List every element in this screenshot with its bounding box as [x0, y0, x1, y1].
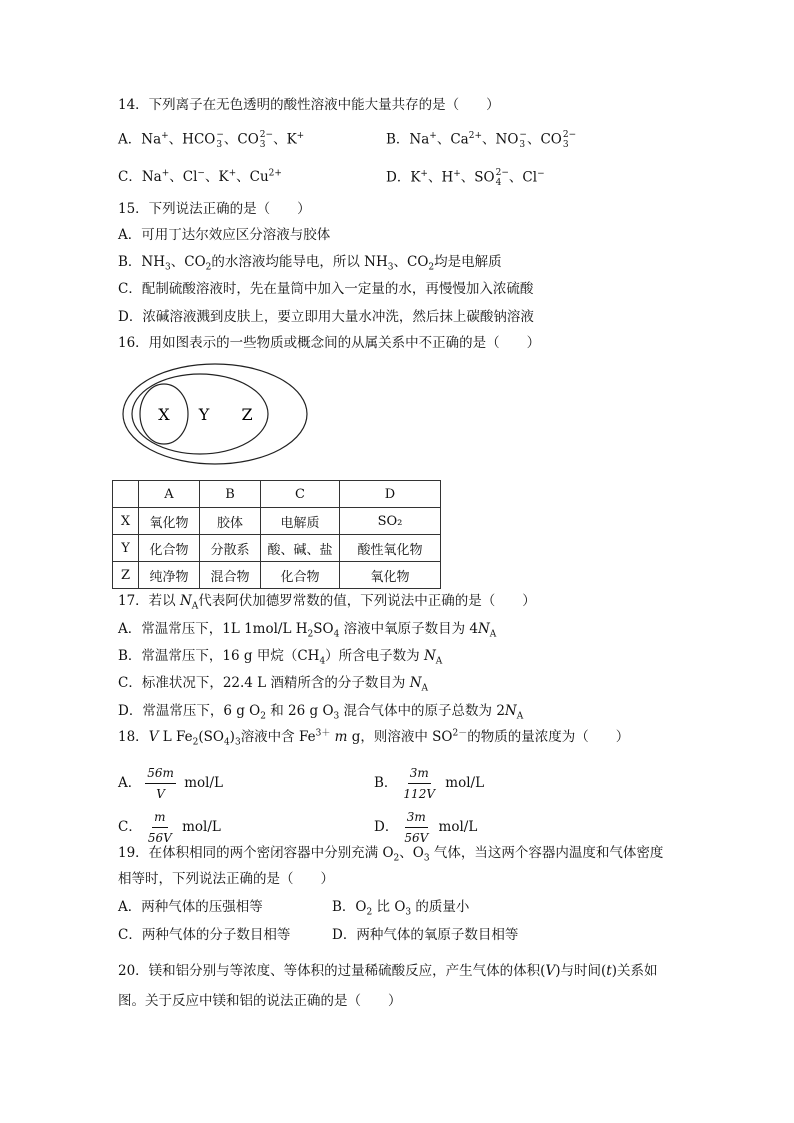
subscript: 3 [405, 907, 412, 918]
table-cell [113, 481, 139, 508]
q15-stem: 15．下列说法正确的是（ ） [118, 201, 311, 217]
table-cell: 胶体 [200, 508, 261, 535]
table-cell: 氧化物 [340, 562, 441, 589]
text: 气体，当这两个容器内温度和气体密度 [429, 845, 664, 861]
charge: + [161, 168, 170, 179]
table-cell: Y [113, 535, 139, 562]
q17-option-c[interactable] [118, 674, 428, 692]
fraction [145, 764, 176, 803]
variable: N [179, 593, 192, 609]
table-cell: 化合物 [139, 535, 200, 562]
subscript: A [421, 683, 429, 694]
text: B．NH [118, 254, 166, 270]
ion: Cu [249, 169, 269, 185]
text: 的质量小 [411, 899, 470, 915]
subscript: 2 [205, 262, 212, 273]
table-cell: X [113, 508, 139, 535]
text: 代表阿伏加德罗常数的值，下列说法中正确的是（ ） [198, 593, 536, 609]
q19-option-a[interactable]: A．两种气体的压强相等 [118, 899, 263, 915]
table-cell: 混合物 [200, 562, 261, 589]
text: ) [229, 729, 235, 745]
variable: V [148, 729, 159, 745]
ion: Na [141, 169, 162, 185]
unit: mol/L [441, 775, 485, 791]
subscript: 4 [223, 737, 230, 748]
variable: N [423, 648, 436, 664]
charge: + [453, 169, 461, 179]
subscript: 2 [192, 737, 199, 748]
charge: 2+ [268, 168, 282, 179]
subscript: 2 [393, 853, 400, 864]
text: 混合气体中的原子总数为 2 [339, 703, 505, 719]
table-header-d: D [340, 481, 441, 508]
q20-stem-line2: 图。关于反应中镁和铝的说法正确的是（ ） [118, 993, 402, 1009]
q18-option-b[interactable] [374, 764, 484, 803]
text: g，则溶液中 SO [347, 729, 453, 745]
subscript: 3 [259, 140, 266, 150]
subscript: 2 [428, 262, 435, 273]
unit: mol/L [434, 819, 478, 835]
ion: HCO [182, 131, 216, 148]
table-cell: 纯净物 [139, 562, 200, 589]
charge: 2− [495, 168, 509, 178]
text: 均是电解质 [434, 254, 502, 270]
text: B．常温常压下，16 g 甲烷（CH [118, 648, 320, 664]
numerator: 56m [145, 764, 176, 784]
separator: 、 [168, 131, 183, 148]
text: 溶液中氧原子数目为 4 [339, 621, 478, 637]
text: 17．若以 [118, 593, 180, 609]
text: 19．在体积相同的两个密闭容器中分别充满 O [118, 845, 394, 861]
subscript: A [516, 711, 524, 722]
text: 20．镁和铝分别与等浓度、等体积的过量稀硫酸反应，产生气体的体积( [118, 963, 546, 979]
unit: mol/L [179, 775, 223, 791]
text: ）所含电子数为 [325, 648, 424, 664]
option-label: B． [386, 131, 410, 148]
q18-option-d[interactable] [374, 808, 477, 847]
option-label: A． [118, 775, 142, 791]
ion: Cl [182, 169, 198, 185]
options-table [112, 480, 441, 589]
subscript: 4 [333, 629, 340, 640]
venn-label-y: Y [198, 405, 210, 424]
table-cell: 电解质 [261, 508, 340, 535]
charge: + [429, 131, 437, 141]
ion: CO [237, 131, 259, 148]
table-header-c: C [261, 481, 340, 508]
denominator: 56V [147, 831, 172, 845]
text: )关系如 [611, 963, 658, 979]
table-header-row [113, 481, 441, 508]
text: 和 26 g O [265, 703, 334, 719]
q14-option-b[interactable]: B．Na+、$Ca^{2+}$、NO − 3 、CO 2− 3 [386, 130, 577, 150]
numerator: m [152, 808, 167, 828]
charge: 2+ [468, 131, 483, 141]
q15-option-c[interactable]: C．配制硫酸溶液时，先在量筒中加入一定量的水，再慢慢加入浓硫酸 [118, 281, 534, 297]
ion: CO [540, 131, 562, 148]
text: 、CO [170, 254, 206, 270]
charge: − [537, 169, 545, 179]
text: 溶液中含 Fe [240, 729, 316, 745]
charge: − [519, 130, 527, 140]
venn-diagram [120, 362, 320, 474]
numerator: 3m [408, 764, 431, 784]
text: 、CO [393, 254, 429, 270]
ion: K [286, 131, 297, 148]
ion: NO [495, 131, 519, 148]
q14-option-a[interactable]: A．Na+、HCO − 3 、CO 2− 3 、K+ [118, 130, 305, 150]
subscript: 3 [216, 140, 223, 150]
fraction [401, 764, 437, 803]
table-cell: SO₂ [340, 508, 441, 535]
table-header-a: A [139, 481, 200, 508]
table-cell: 酸、碱、盐 [261, 535, 340, 562]
text: )与时间( [555, 963, 607, 979]
q18-stem [118, 728, 629, 746]
q18-option-c[interactable] [118, 808, 221, 847]
charge: + [420, 169, 428, 179]
text: SO [313, 621, 334, 637]
subscript: 3 [423, 853, 430, 864]
unit: mol/L [177, 819, 221, 835]
q19-stem-line1 [118, 844, 663, 862]
text: D．常温常压下，6 g O [118, 703, 261, 719]
numerator: 3m [405, 808, 428, 828]
q18-option-a[interactable] [118, 764, 223, 803]
q15-option-a[interactable]: A．可用丁达尔效应区分溶液与胶体 [118, 227, 331, 243]
text: A．常温常压下，1L 1mol/L H [118, 621, 308, 637]
variable: N [409, 675, 422, 691]
subscript: 2 [260, 711, 266, 722]
variable: N [477, 621, 490, 637]
charge: + [296, 131, 305, 141]
q15-option-d[interactable]: D．浓碱溶液溅到皮肤上，要立即用大量水冲洗，然后抹上碳酸钠溶液 [118, 309, 534, 325]
text: L Fe [158, 729, 193, 745]
option-label: B． [374, 775, 398, 791]
q19-stem-line2: 相等时，下列说法正确的是（ ） [118, 871, 334, 887]
q19-option-d[interactable]: D．两种气体的氧原子数目相等 [332, 927, 519, 943]
subscript: 4 [319, 656, 326, 667]
text: 的物质的量浓度为（ ） [467, 729, 630, 745]
subscript: 3 [387, 262, 394, 273]
variable: N [504, 703, 517, 719]
fraction [402, 808, 430, 847]
option-label: C． [118, 169, 142, 185]
table-cell: Z [113, 562, 139, 589]
table-row [113, 535, 441, 562]
option-label: D． [374, 819, 399, 835]
subscript: 3 [562, 140, 569, 150]
denominator: 56V [404, 831, 429, 845]
charge: − [197, 168, 205, 179]
venn-label-z: Z [241, 405, 253, 424]
denominator: 112V [403, 787, 435, 801]
variable: m [334, 729, 348, 745]
text: (SO [198, 729, 224, 745]
q14-option-c[interactable]: C．Na+、Cl−、K+、$Cu^{2+}$ [118, 168, 282, 185]
text: C．标准状况下，22.4 L 酒精所含的分子数目为 [118, 675, 410, 691]
q16-stem: 16．用如图表示的一些物质或概念间的从属关系中不正确的是（ ） [118, 335, 541, 351]
subscript: 3 [234, 737, 241, 748]
q17-stem [118, 592, 536, 610]
subscript: 3 [519, 140, 526, 150]
venn-label-x: X [158, 405, 170, 424]
ion: Na [409, 131, 430, 148]
table-row [113, 508, 441, 535]
subscript: 2 [366, 907, 373, 918]
subscript: A [191, 601, 199, 612]
ion: Cl [522, 169, 538, 186]
table-header-b: B [200, 481, 261, 508]
table-cell: 氧化物 [139, 508, 200, 535]
subscript: A [489, 629, 497, 640]
venn-outer-ellipse [123, 364, 307, 464]
subscript: 3 [333, 711, 340, 722]
ion: K [410, 169, 421, 186]
option-label: A． [118, 131, 142, 148]
ion: Na [141, 131, 162, 148]
option-label: C． [118, 819, 142, 835]
q14-stem: 14．下列离子在无色透明的酸性溶液中能大量共存的是（ ） [118, 97, 500, 113]
ion: K [218, 169, 229, 185]
charge: + [228, 168, 237, 179]
charge: 2− [562, 130, 577, 140]
charge: 2－ [452, 728, 468, 739]
q14-option-d[interactable]: D．K+、H+、SO 2− 4 、Cl− [386, 168, 545, 188]
q17-option-d[interactable] [118, 702, 523, 720]
ion: H [441, 169, 454, 186]
denominator: V [156, 787, 165, 801]
q19-option-b[interactable] [332, 898, 469, 916]
q17-option-b[interactable] [118, 647, 442, 665]
table-cell: 化合物 [261, 562, 340, 589]
table-row [113, 562, 441, 589]
charge: − [216, 130, 224, 140]
subscript: 3 [165, 262, 171, 273]
ion: SO [474, 169, 495, 186]
q20-stem-line1 [118, 962, 657, 980]
variable: t [606, 963, 612, 979]
text: 的水溶液均能导电，所以 NH [211, 254, 388, 270]
fraction [146, 808, 174, 847]
ion: Ca [450, 131, 469, 148]
subscript: A [435, 656, 443, 667]
subscript: 4 [495, 178, 502, 188]
charge: 3＋ [315, 728, 331, 739]
variable: V [545, 963, 556, 979]
text: 18． [118, 729, 149, 745]
table-cell: 分散系 [200, 535, 261, 562]
q19-option-c[interactable]: C．两种气体的分子数目相等 [118, 927, 291, 943]
charge: 2− [259, 130, 274, 140]
subscript: 2 [307, 629, 314, 640]
option-label: D． [386, 169, 411, 186]
q15-option-b[interactable] [118, 253, 502, 271]
table-cell: 酸性氧化物 [340, 535, 441, 562]
text: 、O [399, 845, 424, 861]
text: 比 O [372, 899, 406, 915]
q17-option-a[interactable] [118, 620, 496, 638]
text: B．O [332, 899, 367, 915]
charge: + [161, 131, 169, 141]
